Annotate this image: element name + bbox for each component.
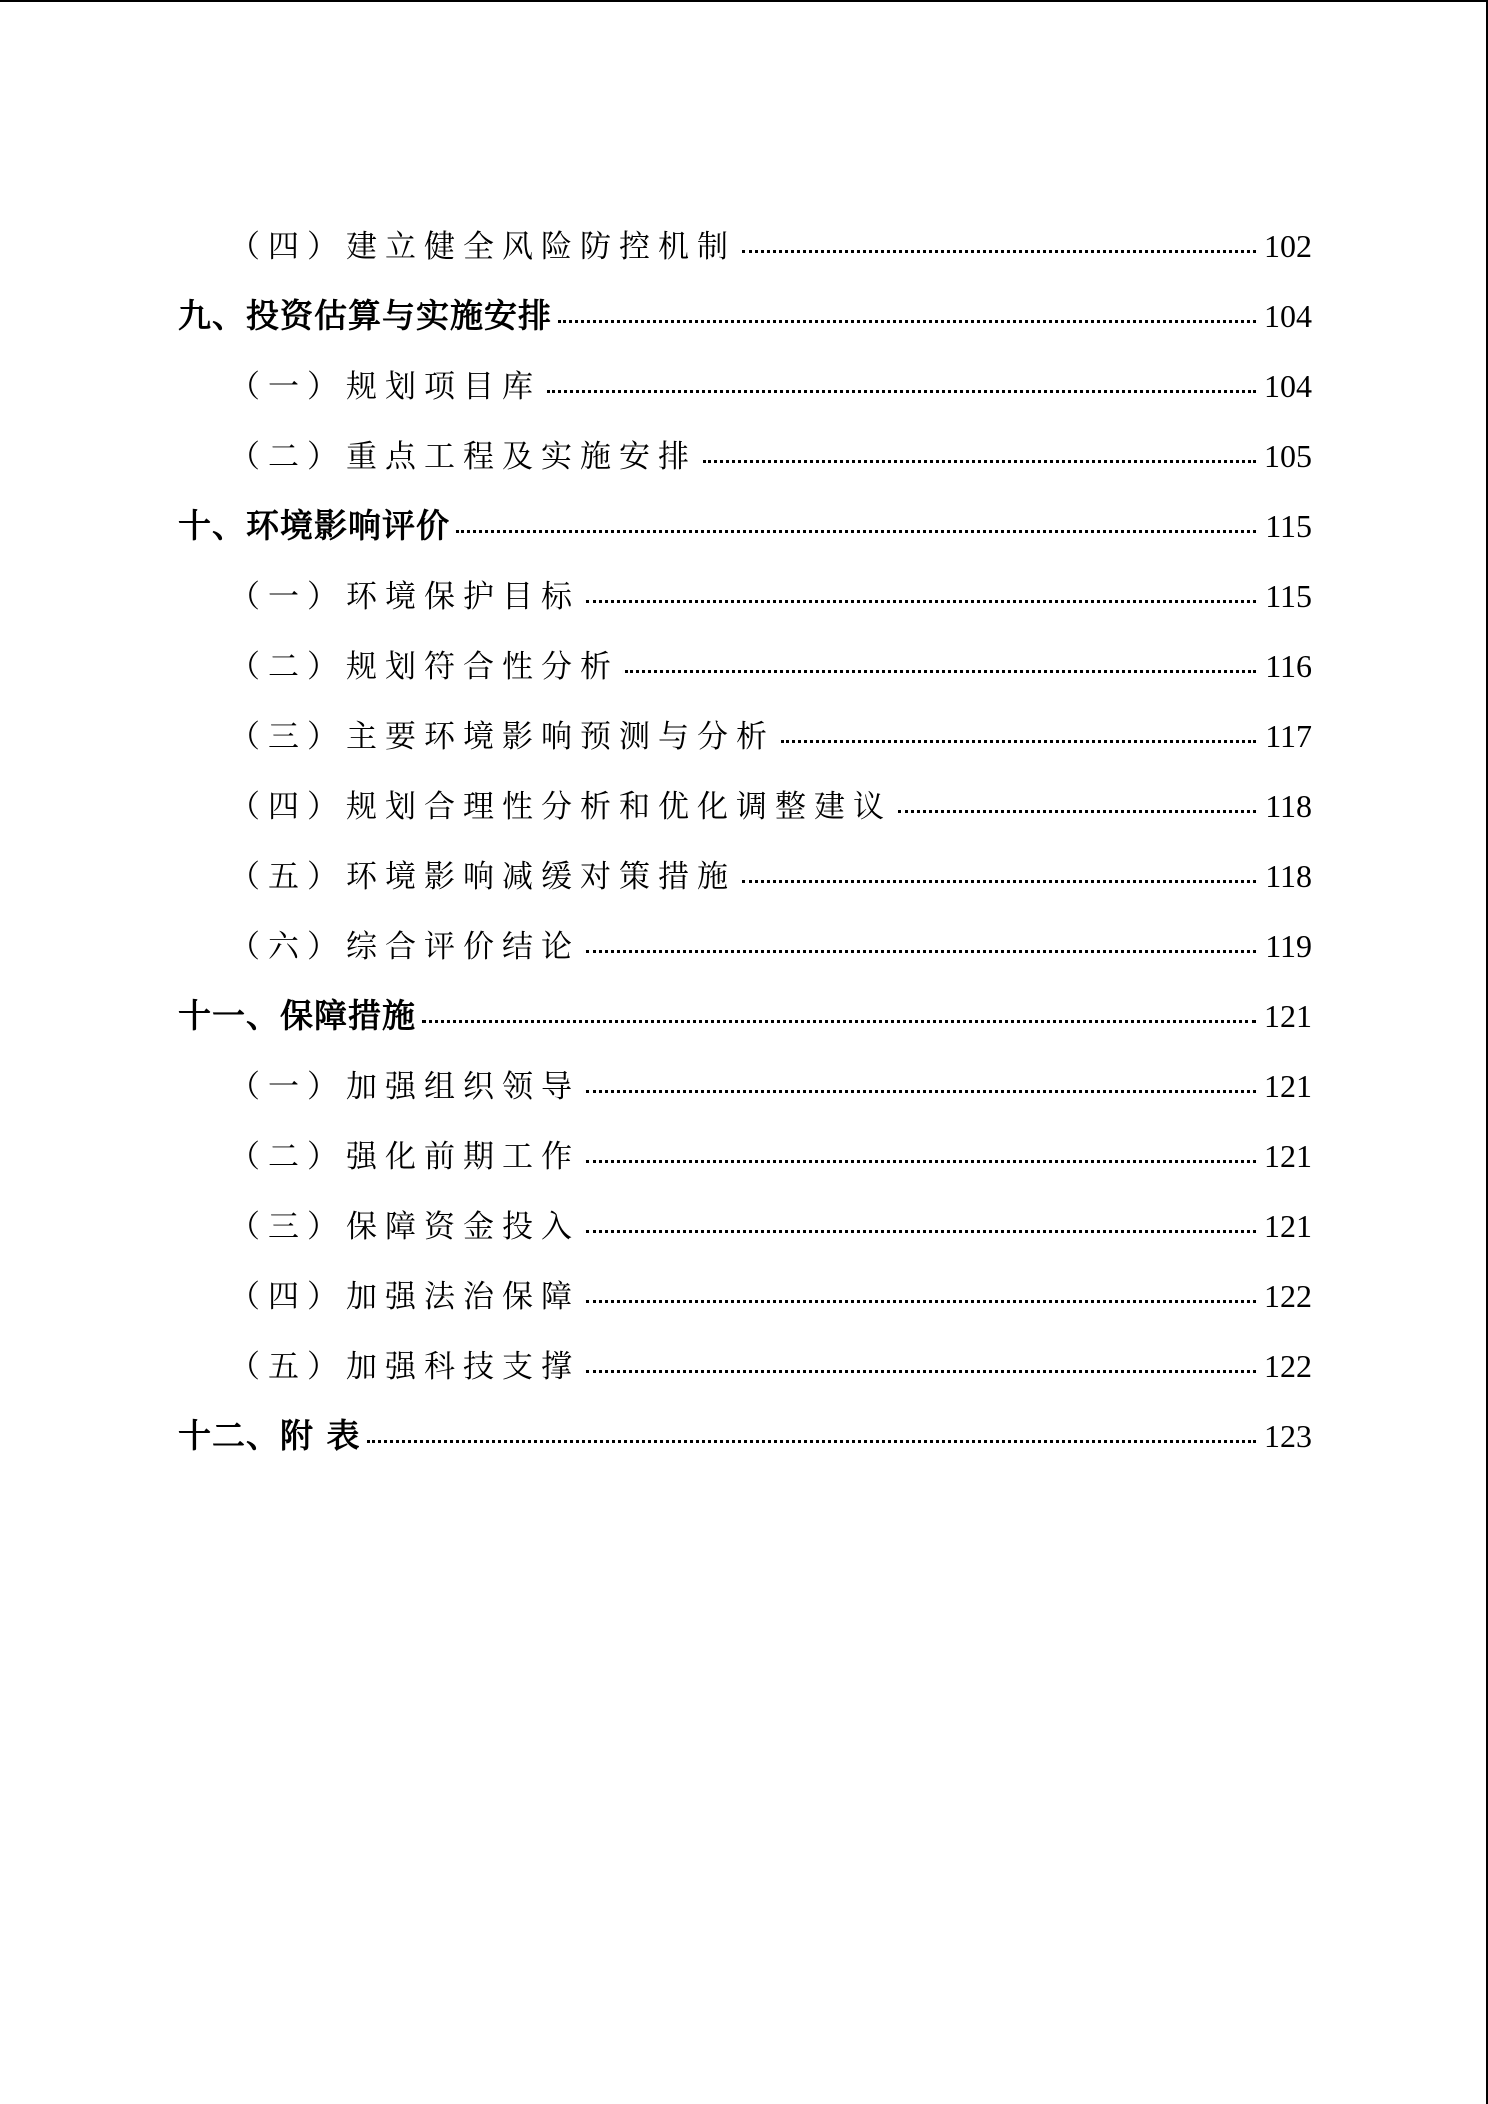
toc-entry-title: （六）综合评价结论	[229, 929, 580, 965]
toc-dot-leader	[586, 600, 1256, 603]
toc-dot-leader	[456, 530, 1256, 533]
toc-entry-title: （三）主要环境影响预测与分析	[229, 719, 775, 755]
toc-entry[interactable]	[178, 570, 1312, 640]
toc-page-number: 104	[1264, 298, 1312, 334]
toc-entry[interactable]	[178, 220, 1312, 290]
toc-page-number: 121	[1264, 1208, 1312, 1244]
toc-entry[interactable]	[178, 710, 1312, 780]
toc-page-number: 121	[1264, 1068, 1312, 1104]
toc-page-number: 116	[1265, 648, 1312, 684]
toc-dot-leader	[367, 1440, 1257, 1443]
toc-entry[interactable]	[178, 1270, 1312, 1340]
toc-entry-title: （二）重点工程及实施安排	[229, 439, 697, 475]
toc-section-entry[interactable]	[178, 1410, 1312, 1480]
toc-entry[interactable]	[178, 1060, 1312, 1130]
toc-entry-title: （二）规划符合性分析	[229, 649, 619, 685]
toc-page-number: 115	[1265, 508, 1312, 544]
toc-section-entry[interactable]	[178, 990, 1312, 1060]
toc-entry[interactable]	[178, 1200, 1312, 1270]
toc-entry-title: （四）规划合理性分析和优化调整建议	[229, 789, 892, 825]
toc-page-number: 122	[1264, 1348, 1312, 1384]
toc-page-number: 119	[1265, 928, 1312, 964]
toc-entry[interactable]	[178, 360, 1312, 430]
toc-entry[interactable]	[178, 430, 1312, 500]
toc-dot-leader	[703, 460, 1256, 463]
toc-dot-leader	[586, 1160, 1256, 1163]
toc-section-title: 十、环境影响评价	[178, 506, 450, 545]
toc-entry-title: （四）加强法治保障	[229, 1279, 580, 1315]
toc-entry-title: （四）建立健全风险防控机制	[229, 229, 736, 265]
toc-page-number: 118	[1265, 788, 1312, 824]
toc-page-number: 102	[1264, 228, 1312, 264]
toc-dot-leader	[558, 320, 1256, 323]
toc-dot-leader	[742, 880, 1256, 883]
toc-section-title: 十二、附 表	[178, 1416, 361, 1455]
toc-entry-title: （二）强化前期工作	[229, 1139, 580, 1175]
toc-section-entry[interactable]	[178, 500, 1312, 570]
toc-page-number: 118	[1265, 858, 1312, 894]
toc-dot-leader	[781, 740, 1256, 743]
toc-dot-leader	[898, 810, 1256, 813]
toc-section-title: 十一、保障措施	[178, 996, 416, 1035]
toc-dot-leader	[586, 1230, 1256, 1233]
toc-dot-leader	[625, 670, 1256, 673]
toc-entry-title: （三）保障资金投入	[229, 1209, 580, 1245]
toc-entry[interactable]	[178, 1130, 1312, 1200]
toc-dot-leader	[586, 950, 1256, 953]
toc-entry[interactable]	[178, 920, 1312, 990]
toc-entry[interactable]	[178, 850, 1312, 920]
table-of-contents	[178, 220, 1312, 1480]
toc-page-number: 115	[1265, 578, 1312, 614]
toc-section-title: 九、投资估算与实施安排	[178, 296, 552, 335]
toc-section-entry[interactable]	[178, 290, 1312, 360]
toc-page-number: 117	[1265, 718, 1312, 754]
toc-entry-title: （一）加强组织领导	[229, 1069, 580, 1105]
toc-entry-title: （一）规划项目库	[229, 369, 541, 405]
toc-page-number: 105	[1264, 438, 1312, 474]
toc-page-number: 122	[1264, 1278, 1312, 1314]
toc-page-number: 104	[1264, 368, 1312, 404]
toc-page-number: 123	[1264, 1418, 1312, 1454]
toc-dot-leader	[742, 250, 1256, 253]
toc-entry-title: （一）环境保护目标	[229, 579, 580, 615]
toc-page-number: 121	[1264, 998, 1312, 1034]
toc-entry[interactable]	[178, 780, 1312, 850]
toc-page-number: 121	[1264, 1138, 1312, 1174]
toc-dot-leader	[547, 390, 1256, 393]
toc-dot-leader	[422, 1020, 1256, 1023]
toc-entry-title: （五）加强科技支撑	[229, 1349, 580, 1385]
toc-dot-leader	[586, 1370, 1256, 1373]
toc-entry[interactable]	[178, 640, 1312, 710]
toc-entry[interactable]	[178, 1340, 1312, 1410]
toc-dot-leader	[586, 1300, 1256, 1303]
toc-dot-leader	[586, 1090, 1256, 1093]
toc-entry-title: （五）环境影响减缓对策措施	[229, 859, 736, 895]
